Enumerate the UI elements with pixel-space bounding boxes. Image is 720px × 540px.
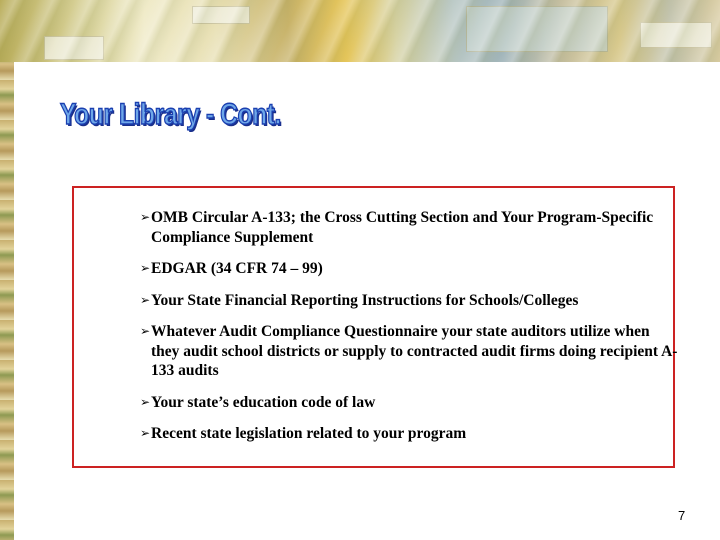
arrow-bullet-icon: ➢ [140, 261, 151, 275]
list-item-text: Recent state legislation related to your program [151, 425, 467, 442]
list-item-text: Your State Financial Reporting Instructions for Schools/Colleges [151, 291, 579, 309]
list-item [140, 259, 678, 279]
list-item [140, 322, 678, 381]
slide-title: Your Library - Cont. [60, 98, 281, 131]
bullet-list [140, 208, 678, 456]
list-item-text: Whatever Audit Compliance Questionnaire your state auditors utilize when they audit school districts or supply to contracted audit firms doing recipient A-133 audits [151, 323, 678, 379]
list-item-text: OMB Circular A-133; the Cross Cutting Section and Your Program-Specific Compliance Supplement [151, 209, 654, 246]
top-decorative-band [0, 0, 720, 62]
arrow-bullet-icon: ➢ [140, 324, 151, 338]
decorative-panel [466, 6, 608, 52]
decorative-panel [192, 6, 250, 24]
list-item [140, 208, 678, 247]
arrow-bullet-icon: ➢ [140, 292, 151, 307]
decorative-panel [640, 22, 712, 48]
list-item-text: EDGAR (34 CFR 74 – 99) [151, 260, 323, 277]
arrow-bullet-icon: ➢ [140, 426, 151, 440]
list-item [140, 424, 678, 444]
list-item-text: Your state’s education code of law [151, 393, 376, 411]
page-number: 7 [678, 508, 686, 523]
list-item [140, 291, 678, 311]
left-decorative-strip [0, 0, 14, 540]
decorative-panel [44, 36, 104, 60]
content-box [72, 186, 678, 468]
list-item [140, 393, 678, 413]
arrow-bullet-icon: ➢ [140, 394, 151, 409]
arrow-bullet-icon: ➢ [140, 210, 151, 224]
